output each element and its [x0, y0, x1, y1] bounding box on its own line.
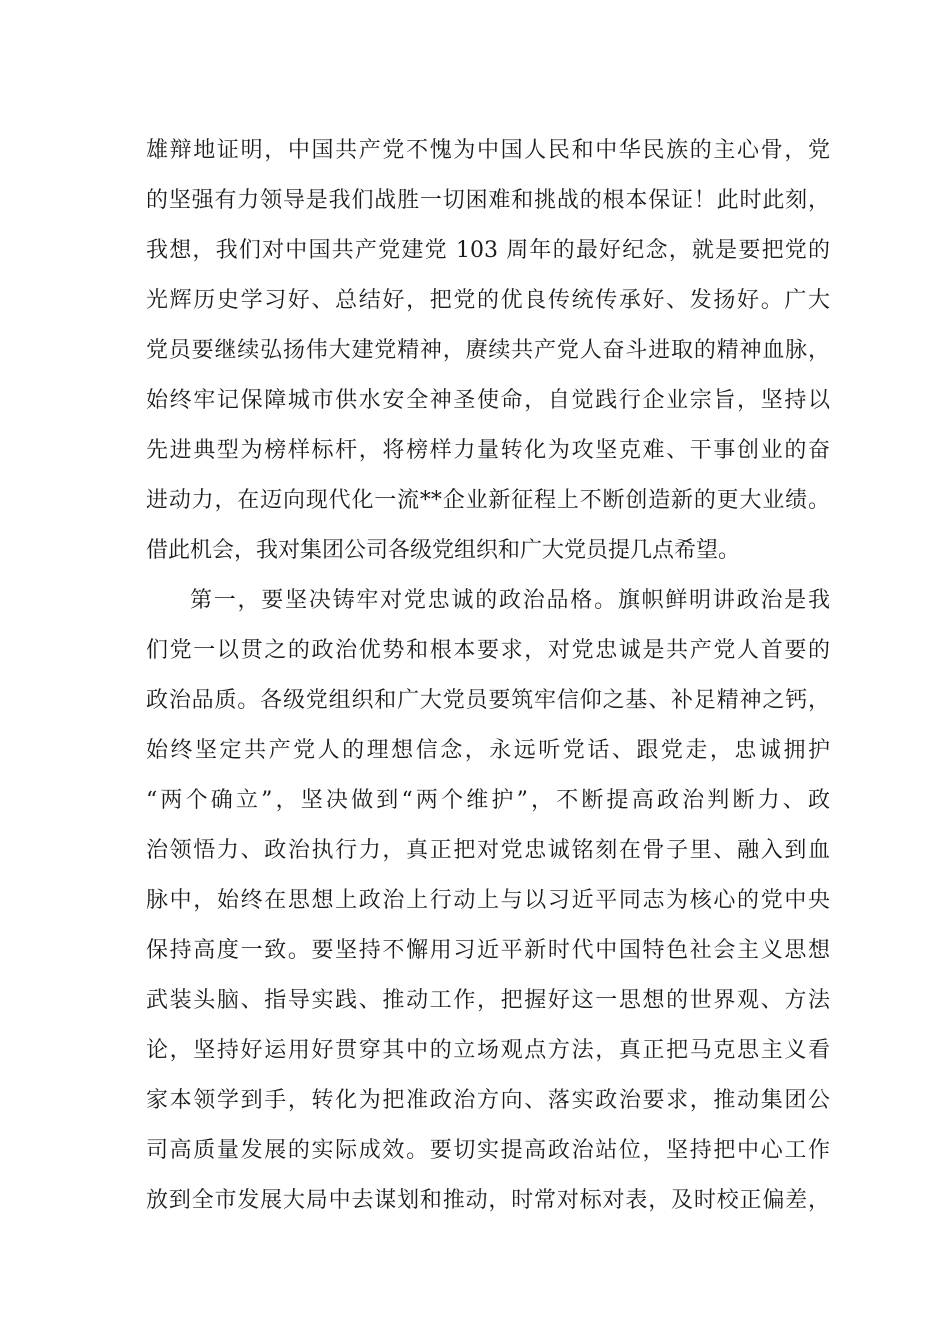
paragraph-1-line: 光辉历史学习好、总结好，把党的优良传统传承好、发扬好。广大	[146, 288, 830, 313]
paragraph-2-line: 政治品质。各级党组织和广大党员要筑牢信仰之基、补足精神之钙，	[146, 688, 830, 713]
paragraph-1-line: 的坚强有力领导是我们战胜一切困难和挑战的根本保证！此时此刻，	[146, 188, 830, 213]
paragraph-1-line: 我想，我们对中国共产党建党 103 周年的最好纪念，就是要把党的	[146, 238, 830, 263]
paragraph-2-first-line: 第一，要坚决铸牢对党忠诚的政治品格。旗帜鲜明讲政治是我	[190, 588, 830, 613]
paragraph-2-line: 武装头脑、指导实践、推动工作，把握好这一思想的世界观、方法	[146, 988, 830, 1013]
paragraph-2-line: 始终坚定共产党人的理想信念，永远听党话、跟党走，忠诚拥护	[146, 738, 830, 763]
document-body	[146, 126, 830, 1226]
paragraph-2-line: 脉中，始终在思想上政治上行动上与以习近平同志为核心的党中央	[146, 888, 830, 913]
paragraph-2-line: 们党一以贯之的政治优势和根本要求，对党忠诚是共产党人首要的	[146, 638, 830, 663]
paragraph-2-line: 放到全市发展大局中去谋划和推动，时常对标对表，及时校正偏差，	[146, 1188, 830, 1213]
paragraph-1-line: 进动力，在迈向现代化一流**企业新征程上不断创造新的更大业绩。	[146, 488, 830, 513]
paragraph-1-line: 党员要继续弘扬伟大建党精神，赓续共产党人奋斗进取的精神血脉，	[146, 338, 830, 363]
paragraph-2-line: 保持高度一致。要坚持不懈用习近平新时代中国特色社会主义思想	[146, 938, 830, 963]
paragraph-1-line: 先进典型为榜样标杆，将榜样力量转化为攻坚克难、干事创业的奋	[146, 438, 830, 463]
paragraph-2-line: 家本领学到手，转化为把准政治方向、落实政治要求，推动集团公	[146, 1088, 830, 1113]
paragraph-2-line: 治领悟力、政治执行力，真正把对党忠诚铭刻在骨子里、融入到血	[146, 838, 830, 863]
paragraph-1-line: 雄辩地证明，中国共产党不愧为中国人民和中华民族的主心骨，党	[146, 138, 830, 163]
paragraph-2-line: 论，坚持好运用好贯穿其中的立场观点方法，真正把马克思主义看	[146, 1038, 830, 1063]
paragraph-1-line: 始终牢记保障城市供水安全神圣使命，自觉践行企业宗旨，坚持以	[146, 388, 830, 413]
paragraph-2-line: “两个确立”，坚决做到“两个维护”，不断提高政治判断力、政	[146, 788, 830, 813]
paragraph-2-line: 司高质量发展的实际成效。要切实提高政治站位，坚持把中心工作	[146, 1138, 830, 1163]
paragraph-1-last-line: 借此机会，我对集团公司各级党组织和广大党员提几点希望。	[146, 538, 741, 563]
